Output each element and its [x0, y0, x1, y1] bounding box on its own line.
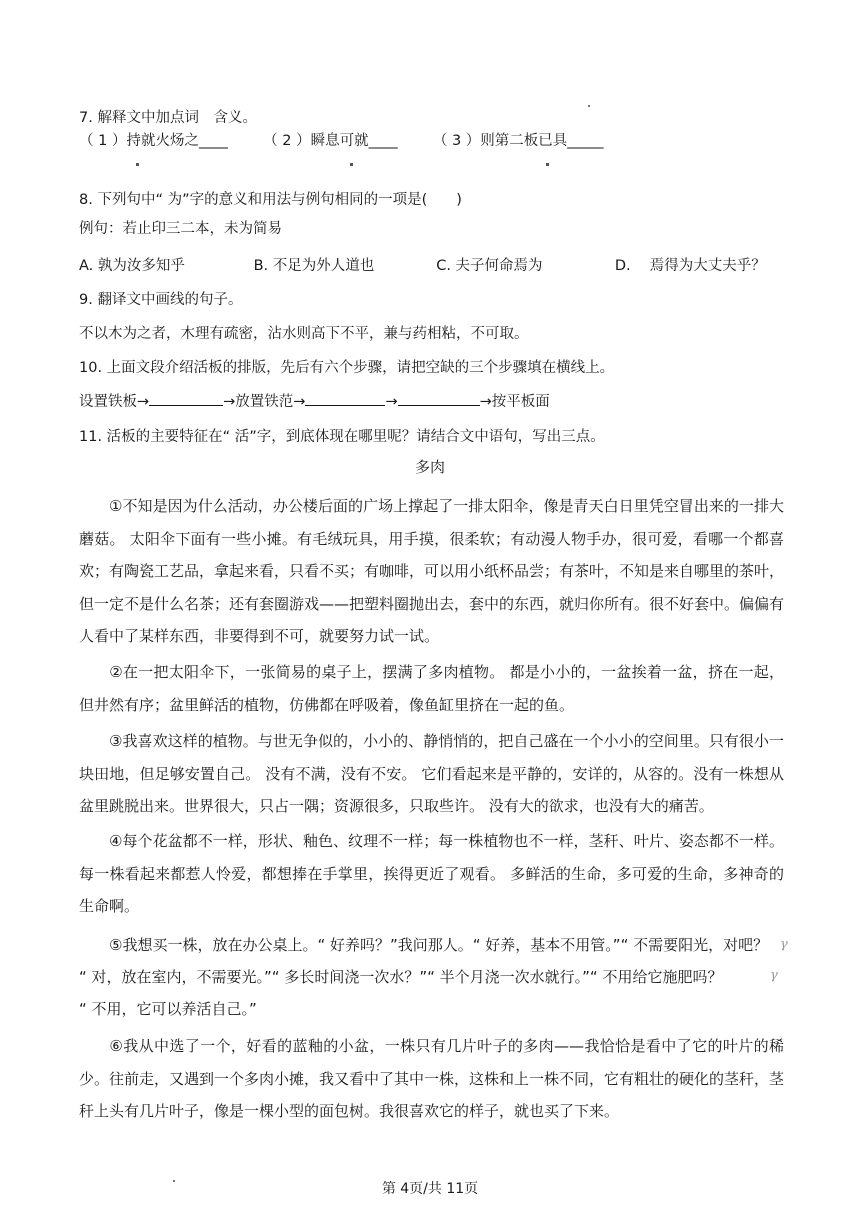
q10-stem: 10. 上面文段介绍活板的排版，先后有六个步骤，请把空缺的三个步骤填在横线上。 — [79, 360, 615, 376]
q8-options — [79, 256, 779, 276]
q8-option-a: A. 孰为汝多知乎 — [79, 258, 185, 274]
paragraph-5-text-2: “ 对，放在室内，不需要光。”“ 多长时间浇一次水？”“ 半个月浇一次水就行。”“ 不用给它施肥吗？ — [79, 968, 723, 986]
q10-step-4: →按平板面 — [479, 394, 550, 410]
q8-example: 例句：若止印三二本，未为简易 — [79, 221, 282, 237]
article-paragraph-1 — [79, 490, 784, 653]
q7-item-2: （ 2 ）瞬息可就____ — [263, 133, 398, 149]
article-paragraph-5-line-3 — [79, 993, 779, 1026]
q7-item-1: （ 1 ）持就火炀之____ — [79, 133, 228, 149]
q7-item-3: （ 3 ）则第二板已具_____ — [432, 133, 604, 149]
q10-steps — [79, 391, 550, 412]
page-footer: 第 4页/共 11页 — [381, 1181, 479, 1197]
stray-mark — [588, 105, 590, 107]
article-paragraph-5-line-2 — [79, 961, 779, 994]
q8-option-d: D. 焉得为大丈夫乎？ — [614, 258, 766, 274]
paragraph-5-text-3: “ 不用，它可以养活自己。” — [79, 1000, 257, 1018]
q9-stem: 9. 翻译文中画线的句子。 — [79, 292, 243, 308]
article-paragraph-5-line-1 — [79, 929, 779, 962]
q10-step-1: 设置铁板→ — [79, 394, 150, 410]
article-paragraph-6 — [79, 1030, 784, 1128]
paragraph-1-text: ①不知是因为什么活动，办公楼后面的广场上撑起了一排太阳伞，像是青天白日里凭空冒出来的一排大蘑菇。 太阳伞下面有一些小摊。有毛绒玩具，用手摸，很柔软；有动漫人物手办，很可爱，看哪一个都喜欢；有陶瓷工艺品，拿起来看，只看不买；有咖啡，可以用小纸杯品尝；有茶叶，不知是来自哪里的茶叶，但一定不是什么名茶；还有套圈游戏——把塑料圈抛出去，套中的东西，就归你所有。很不好套中。偏偏有人看中了某样东西，非要得到不可，就要努力试一试。 — [79, 497, 785, 645]
article-title: 多肉 — [414, 458, 445, 476]
paragraph-3-text: ③我喜欢这样的植物。与世无争似的，小小的、静悄悄的，把自己盛在一个小小的空间里。只有很小一块田地，但足够安置自己。 没有不满，没有不安。 它们看起来是平静的，安详的，从容的。没有一株想从盆里跳脱出来。世界很大，只占一隅；资源很多，只取些许。 没有大的欲求，也没有大的痛苦。 — [79, 732, 784, 815]
continuation-mark-1: γ — [780, 937, 788, 952]
paragraph-5-text-1: ⑤我想买一株，放在办公桌上。“ 好养吗？”我问那人。“ 好养，基本不用管。”“ 不需要阳光，对吧？ — [109, 936, 769, 954]
q7-items — [79, 131, 604, 151]
continuation-mark-2: γ — [770, 968, 778, 983]
article-paragraph-2 — [79, 656, 784, 721]
answer-blank-1[interactable] — [149, 391, 223, 406]
emphasis-dot-1 — [136, 163, 139, 166]
q7-stem: 7. 解释文中加点词 含义。 — [79, 110, 257, 126]
article-paragraph-3 — [79, 725, 784, 823]
q8-option-c: C. 夫子何命焉为 — [436, 258, 543, 274]
q8-stem: 8. 下列句中“ 为”字的意义和用法与例句相同的一项是( ) — [79, 192, 462, 208]
answer-blank-3[interactable] — [398, 391, 480, 406]
paragraph-4-text: ④每个花盆都不一样，形状、釉色、纹理不一样；每一株植物也不一样，茎秆、叶片、姿态都不一样。每一株看起来都惹人怜爱，都想捧在手掌里，挨得更近了观看。 多鲜活的生命，多可爱的生命，多神奇的生命啊。 — [79, 832, 784, 915]
paragraph-6-text: ⑥我从中选了一个，好看的蓝釉的小盆，一株只有几片叶子的多肉——我恰恰是看中了它的叶片的稀少。往前走，又遇到一个多肉小摊，我又看中了其中一株，这株和上一株不同，它有粗壮的硬化的茎秆，茎秆上头有几片叶子，像是一棵小型的面包树。我很喜欢它的样子，就也买了下来。 — [79, 1037, 785, 1120]
emphasis-dot-3 — [546, 163, 549, 166]
q11-stem: 11. 活板的主要特征在“ 活”字，到底体现在哪里呢？请结合文中语句，写出三点。 — [79, 429, 605, 445]
paragraph-2-text: ②在一把太阳伞下，一张简易的桌子上，摆满了多肉植物。 都是小小的，一盆挨着一盆，挤在一起，但井然有序；盆里鲜活的植物，仿佛都在呼吸着，像鱼缸里挤在一起的鱼。 — [79, 663, 784, 714]
emphasis-dot-2 — [350, 163, 353, 166]
q8-option-b: B. 不足为外人道也 — [253, 258, 375, 274]
article-paragraph-4 — [79, 825, 784, 923]
answer-blank-2[interactable] — [305, 391, 385, 406]
q9-sentence: 不以木为之者，木理有疏密，沾水则高下不平，兼与药相粘，不可取。 — [79, 326, 529, 342]
q10-step-3: → — [385, 394, 398, 410]
q10-step-2: →放置铁范→ — [223, 394, 306, 410]
